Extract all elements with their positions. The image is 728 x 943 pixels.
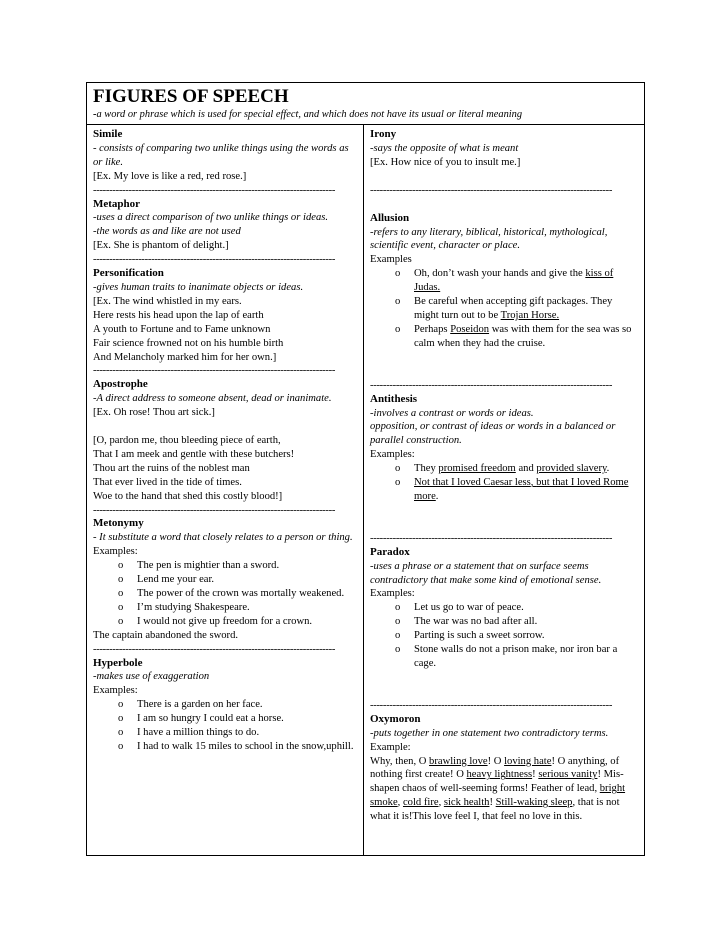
simile-example: [Ex. My love is like a red, red rose.] <box>93 170 247 182</box>
personification-line: A youth to Fortune and to Fame unknown <box>93 323 271 335</box>
hyperbole-examples-label: Examples: <box>93 685 138 697</box>
underlined-text: loving hate <box>504 755 552 767</box>
metaphor-example: [Ex. She is phantom of delight.] <box>93 240 229 252</box>
apostrophe-title: Apostrophe <box>93 378 148 391</box>
separator: --------------------------------------------------------------------------- <box>93 365 336 377</box>
antithesis-definition-2: opposition, or contrast of ideas or words in a balanced or parallel construction. <box>370 421 616 447</box>
passage-text: ! <box>489 797 496 809</box>
antithesis-title: Antithesis <box>370 392 418 405</box>
simile-title: Simile <box>93 128 123 140</box>
oxymoron-definition: -puts together in one statement two contradictory terms. <box>370 727 609 739</box>
subtitle-text: a word or phrase which is used for special effect, and which does not have its usual or literal meaning <box>96 109 523 120</box>
item-text: Perhaps <box>414 323 451 335</box>
figures-of-speech-sheet <box>86 82 645 856</box>
separator: --------------------------------------------------------------------------- <box>370 699 613 711</box>
passage-text: ! O <box>487 755 505 767</box>
underlined-text: provided slavery <box>536 463 607 475</box>
apostrophe-line: That I am meek and gentle with these butchers! <box>93 448 295 460</box>
underlined-text: Still-waking sleep <box>495 797 573 809</box>
personification-definition: -gives human traits to inanimate objects or ideas. <box>93 281 304 293</box>
metonymy-examples-label: Examples: <box>93 546 138 558</box>
personification-line: And Melancholy marked him for her own.] <box>93 351 277 363</box>
list-item: o The pen is mightier than a sword. <box>93 559 358 573</box>
irony-definition: -says the opposite of what is meant <box>370 142 519 154</box>
oxymoron-example-label: Example: <box>370 741 411 753</box>
hyperbole-title: Hyperbole <box>93 656 143 669</box>
item-text: , <box>530 477 537 489</box>
personification-title: Personification <box>93 267 164 280</box>
underlined-text: Trojan Horse. <box>500 309 560 321</box>
underlined-text: Poseidon <box>450 323 490 335</box>
allusion-title: Allusion <box>370 211 410 224</box>
allusion-examples-label: Examples <box>370 254 412 266</box>
section-apostrophe <box>93 378 358 503</box>
paradox-examples-label: Examples: <box>370 588 415 600</box>
passage-text: ! Mis-shapen chaos of well-seeming forms! Feather of lead, <box>370 769 624 795</box>
list-item: o There is a garden on her face. <box>93 698 358 712</box>
apostrophe-line: Woe to the hand that shed this costly blood!] <box>93 490 283 502</box>
spacer <box>93 420 358 434</box>
oxymoron-passage <box>370 755 639 825</box>
metonymy-definition: - It substitute a word that closely relates to a person or thing. <box>93 532 353 544</box>
page-subtitle <box>93 108 638 122</box>
spacer <box>370 351 639 365</box>
spacer <box>370 671 639 685</box>
passage-text: , <box>438 797 444 809</box>
separator: --------------------------------------------------------------------------- <box>93 254 336 266</box>
passage-text: Why, then, O <box>370 755 430 767</box>
metonymy-title: Metonymy <box>93 517 144 530</box>
separator: --------------------------------------------------------------------------- <box>93 643 336 655</box>
list-item: o Stone walls do not a prison make, nor iron bar a cage. <box>370 643 639 671</box>
list-item: o I have a million things to do. <box>93 726 358 740</box>
list-item: o I am so hungry I could eat a horse. <box>93 712 358 726</box>
list-item <box>370 462 639 476</box>
item-text: was with them for the sea was so calm when they had the cruise. <box>414 323 632 349</box>
section-personification <box>93 267 358 364</box>
spacer <box>370 170 639 184</box>
section-allusion <box>370 212 639 351</box>
list-item: o I had to walk 15 miles to school in the snow,uphill. <box>93 740 358 754</box>
list-item: o The war was no bad after all. <box>370 615 639 629</box>
paradox-title: Paradox <box>370 545 410 558</box>
separator: --------------------------------------------------------------------------- <box>370 532 613 544</box>
personification-line: [Ex. The wind whistled in my ears. <box>93 295 242 307</box>
paradox-definition: -uses a phrase or a statement that on surface seems contradictory that make some kind of emotional sense. <box>370 560 602 586</box>
antithesis-examples-label: Examples: <box>370 449 415 461</box>
left-column <box>87 125 364 855</box>
item-text: and <box>515 463 537 475</box>
personification-line: Here rests his head upon the lap of earth <box>93 309 264 321</box>
spacer <box>370 198 639 212</box>
passage-text: , <box>397 797 403 809</box>
underlined-text: promised freedom <box>438 463 516 475</box>
irony-title: Irony <box>370 128 397 140</box>
apostrophe-line: That ever lived in the tide of times. <box>93 476 242 488</box>
section-hyperbole <box>93 657 358 754</box>
underlined-text: sick health <box>443 797 490 809</box>
list-item <box>370 323 639 351</box>
allusion-definition: -refers to any literary, biblical, historical, mythological, scientific event, character or place. <box>370 226 608 252</box>
underlined-text: serious vanity <box>538 769 598 781</box>
list-item <box>370 295 639 323</box>
section-simile <box>93 128 358 184</box>
list-item: o Lend me your ear. <box>93 573 358 587</box>
apostrophe-example: [Ex. Oh rose! Thou art sick.] <box>93 407 215 419</box>
item-text: . <box>435 490 439 502</box>
spacer <box>370 504 639 518</box>
section-oxymoron <box>370 713 639 824</box>
section-paradox <box>370 546 639 671</box>
metaphor-title: Metaphor <box>93 197 141 210</box>
separator: --------------------------------------------------------------------------- <box>93 504 336 516</box>
underlined-text: brawling love <box>429 755 488 767</box>
page-title: FIGURES OF SPEECH <box>93 86 289 107</box>
apostrophe-definition: -A direct address to someone absent, dead or inanimate. <box>93 393 332 405</box>
separator: --------------------------------------------------------------------------- <box>93 184 336 196</box>
list-item: o I would not give up freedom for a crown. <box>93 615 358 629</box>
list-item: o The power of the crown was mortally weakened. <box>93 587 358 601</box>
list-item: o Parting is such a sweet sorrow. <box>370 629 639 643</box>
apostrophe-line: [O, pardon me, thou bleeding piece of earth, <box>93 435 281 447</box>
section-antithesis <box>370 393 639 504</box>
metonymy-after: The captain abandoned the sword. <box>93 629 239 641</box>
spacer <box>370 685 639 699</box>
passage-text: ! <box>532 769 539 781</box>
section-metaphor <box>93 198 358 254</box>
sheet-header <box>87 83 644 125</box>
item-text: . <box>606 463 610 475</box>
list-item: o I’m studying Shakespeare. <box>93 601 358 615</box>
item-text: They <box>414 463 439 475</box>
simile-definition: - consists of comparing two unlike things using the words as or like. <box>93 142 349 168</box>
list-item <box>370 267 639 295</box>
separator: --------------------------------------------------------------------------- <box>370 184 613 196</box>
section-irony <box>370 128 639 170</box>
spacer <box>370 365 639 379</box>
content-columns <box>87 125 644 855</box>
underlined-text: kiss of Judas. <box>414 268 614 294</box>
item-text: Oh, don’t wash your hands and give the <box>414 268 586 280</box>
list-item: o Let us go to war of peace. <box>370 601 639 615</box>
spacer <box>370 518 639 532</box>
metaphor-definition-2: -the words as and like are not used <box>93 226 241 238</box>
underlined-text: bright smoke <box>370 783 626 809</box>
list-item <box>370 476 639 504</box>
subtitle-dash: - <box>93 109 97 120</box>
underlined-text: cold fire <box>402 797 439 809</box>
oxymoron-title: Oxymoron <box>370 712 421 725</box>
antithesis-definition-1: -involves a contrast or words or ideas. <box>370 407 534 419</box>
underlined-text: Not that I loved Caesar less <box>414 477 531 489</box>
right-column <box>364 125 644 855</box>
hyperbole-definition: -makes use of exaggeration <box>93 671 210 683</box>
metaphor-definition-1: -uses a direct comparison of two unlike things or ideas. <box>93 212 329 224</box>
underlined-text: heavy lightness <box>466 769 533 781</box>
separator: --------------------------------------------------------------------------- <box>370 379 613 391</box>
personification-line: Fair science frowned not on his humble birth <box>93 337 284 349</box>
apostrophe-line: Thou art the ruins of the noblest man <box>93 462 250 474</box>
item-text: Be careful when accepting gift packages. They might turn out to be <box>414 296 613 321</box>
passage-text: ! O anything, of nothing first create! O <box>370 755 620 781</box>
section-metonymy <box>93 517 358 642</box>
underlined-text: but that I loved Rome more <box>414 477 629 502</box>
irony-example: [Ex. How nice of you to insult me.] <box>370 156 521 168</box>
passage-text: , that is not what it is!This love feel I, that feel no love in this. <box>370 797 620 823</box>
